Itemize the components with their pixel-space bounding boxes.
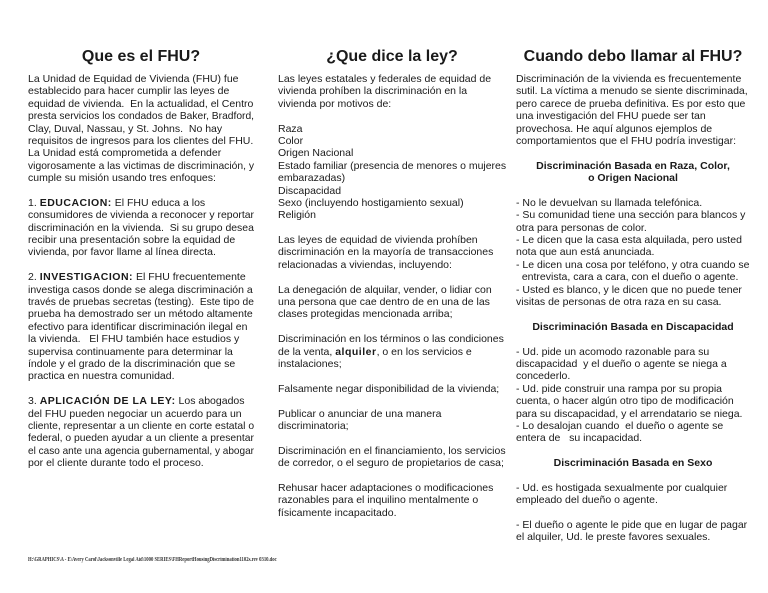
- text-line: - Usted es blanco, y le dicen que no puede tener: [516, 283, 742, 296]
- text-line: vigorosamente a las victimas de discriminación, y: [28, 159, 255, 172]
- text-line: el caso ante una agencia gubernamental, y abogar: [28, 444, 255, 457]
- text-line: para su discapacidad, y el arrendatario se niega.: [516, 407, 743, 420]
- prohibited-false-denial: [278, 383, 506, 395]
- text-line: investiga casos donde se alega discriminación a: [28, 283, 253, 296]
- file-path-footer: H:\GRAPHICS\A - E\Avery Carol\Jacksonville Legal Aid\1000 SERIES\FHReportHousingDiscrimination1102s.rev 0310.doc: [28, 557, 277, 563]
- heading-cuando-llamar: Cuando debo llamar al FHU?: [523, 48, 743, 65]
- text-line: cumple su misión usando tres enfoques:: [28, 172, 216, 185]
- text-line: Discriminación en los términos o las condiciones: [278, 333, 504, 346]
- text-line: requisitos de ingresos para los clientes del FHU.: [28, 134, 254, 147]
- text-line: razonables para el inquilino mentalmente o: [278, 494, 479, 507]
- item-educacion: [28, 197, 254, 259]
- bold-term: EDUCACION:: [39, 196, 112, 209]
- text-line: supervisa continuamente para determinar la: [28, 345, 233, 358]
- text-line: Discriminación Basada en Raza, Color,: [536, 159, 730, 172]
- text-line: federal, o pueden ayudar a un cliente a presentar: [28, 432, 254, 445]
- text-segment: de la venta,: [278, 345, 336, 358]
- text-line: pero carece de prueba definitiva. Es por esto que: [516, 97, 746, 110]
- list-discapacidad: [516, 346, 750, 445]
- text-line: recibir una presentación sobre la equidad de: [28, 234, 236, 247]
- law-intro: [278, 73, 506, 110]
- text-line: La Unidad de Equidad de Vivienda (FHU) fue: [28, 73, 239, 85]
- text-segment: 2.: [28, 271, 40, 284]
- text-line: provechosa. He aquí algunos ejemplos de: [516, 122, 713, 135]
- text-line: - Lo desalojan cuando el dueño o agente se: [516, 419, 724, 432]
- text-line: Rehusar hacer adaptaciones o modificaciones: [278, 481, 494, 494]
- text-line: - No le devuelvan su llamada telefónica.: [516, 196, 703, 209]
- text-line: vivienda, por favor llame al línea directa.: [28, 246, 216, 259]
- text-line: Discriminación Basada en Sexo: [553, 457, 713, 470]
- text-line: discriminación en la mayoría de transacciones: [278, 246, 494, 259]
- text-line: cliente, representar a un cliente en corte estatal o: [28, 419, 255, 432]
- text-line: sutil. La víctima a menudo se siente discriminada,: [516, 85, 748, 98]
- text-line: Clay, Duval, Nassau, y St. Johns. No hay: [28, 122, 223, 135]
- text-segment: El FHU frecuentemente: [133, 271, 246, 284]
- text-line: - Ud. pide construir una rampa por su propia: [516, 382, 723, 395]
- text-line: establecido para hacer cumplir las leyes de: [28, 85, 230, 98]
- text-line: Las leyes estatales y federales de equidad de: [278, 73, 492, 85]
- text-line: físicamente incapacitado.: [278, 506, 397, 519]
- text-segment: 3.: [28, 395, 40, 408]
- bold-term: INVESTIGACION:: [39, 271, 134, 284]
- prohibited-financing: [278, 445, 506, 470]
- text-line: La Unidad está comprometida a defender: [28, 147, 222, 160]
- list-sexo-1: [516, 482, 750, 507]
- text-line: practica en nuestra comunidad.: [28, 370, 175, 383]
- bold-term: APLICACIÓN DE LA LEY:: [39, 395, 176, 408]
- text-line: efectivo para identificar discriminación ilegal en: [28, 320, 248, 333]
- text-line: otra para personas de color.: [516, 221, 647, 234]
- text-line: o Origen Nacional: [588, 172, 678, 185]
- text-line: [28, 197, 254, 209]
- heading-que-dice: ¿Que dice la ley?: [326, 48, 458, 65]
- text-line: una persona que cae dentro de en una de las: [278, 296, 490, 309]
- text-line: discriminatoria;: [278, 419, 349, 432]
- text-line: cuenta, o hacer algún otro tipo de modificación: [516, 395, 734, 408]
- text-line: discriminación en la vivienda. Si su grupo desea: [28, 221, 254, 234]
- text-line: discapacidad y el dueño o agente se niega a: [516, 357, 727, 370]
- text-line: por el cliente durante todo el proceso.: [28, 457, 204, 470]
- column-que-dice-la-ley: [278, 0, 506, 593]
- text-line: el alquiler, Ud. le preste favores sexuales.: [516, 531, 711, 544]
- text-line: Origen Nacional: [278, 147, 354, 160]
- prohibited-refuse-modifications: [278, 482, 506, 519]
- text-line: visitas de personas de otra raza en su casa.: [516, 296, 722, 309]
- bold-term: alquiler: [335, 345, 377, 358]
- text-line: empleado del dueño o agente.: [516, 494, 658, 507]
- text-line: la vivienda. El FHU también hace estudios y: [28, 333, 240, 346]
- subheading-raza: [516, 160, 750, 185]
- subheading-discapacidad: [516, 321, 750, 333]
- text-line: una investigación del FHU puede ser tan: [516, 110, 706, 123]
- text-line: Publicar o anunciar de una manera: [278, 407, 442, 420]
- text-line: entera de su incapacidad.: [516, 432, 643, 445]
- text-line: índole y el grado de la discriminación que se: [28, 357, 236, 370]
- text-line: Las leyes de equidad de vivienda prohíben: [278, 234, 478, 247]
- text-line: - Le dicen una cosa por teléfono, y otra cuando se: [516, 258, 750, 271]
- list-raza: [516, 197, 750, 309]
- text-line: clases protegidas mencionada arriba;: [278, 308, 453, 321]
- subheading-sexo: [516, 457, 750, 469]
- column-que-es-el-fhu: [28, 0, 254, 593]
- when-intro: [516, 73, 750, 147]
- prohibited-terms: [278, 333, 506, 370]
- text-line: presta servicios los condados de Baker, Bradford,: [28, 110, 255, 123]
- text-line: Discriminación de la vivienda es frecuentemente: [516, 73, 742, 85]
- text-segment: Los abogados: [175, 395, 245, 408]
- text-line: - El dueño o agente le pide que en lugar de pagar: [516, 519, 748, 532]
- item-investigacion: [28, 271, 254, 383]
- transactions-intro: [278, 234, 506, 271]
- text-line: [28, 395, 254, 407]
- intro-paragraph: [28, 73, 254, 185]
- text-line: Raza: [278, 122, 303, 135]
- text-line: del FHU pueden negociar un acuerdo para un: [28, 407, 242, 420]
- text-line: Estado familiar (presencia de menores o mujeres: [278, 159, 507, 172]
- text-line: [28, 271, 254, 283]
- text-segment: El FHU educa a los: [111, 196, 206, 209]
- text-line: equidad de vivienda. En la actualidad, el Centro: [28, 97, 254, 110]
- text-line: entrevista, cara a cara, con el dueño o agente.: [516, 271, 739, 284]
- text-line: embarazadas): [278, 172, 346, 185]
- text-line: - Le dicen que la casa esta alquilada, pero usted: [516, 234, 742, 247]
- text-line: Discapacidad: [278, 184, 342, 197]
- heading-que-es: Que es el FHU?: [81, 48, 201, 65]
- text-line: Discriminación en el financiamiento, los servicios: [278, 444, 506, 457]
- text-line: comportamientos que el FHU podría investigar:: [516, 134, 737, 147]
- text-line: Religión: [278, 209, 316, 222]
- column-cuando-llamar: [516, 0, 750, 593]
- text-line: La denegación de alquilar, vender, o lidiar con: [278, 283, 492, 296]
- text-line: Color: [278, 134, 304, 147]
- text-line: instalaciones;: [278, 357, 342, 370]
- text-line: Sexo (incluyendo hostigamiento sexual): [278, 196, 464, 209]
- text-line: - Ud. pide un acomodo razonable para su: [516, 345, 710, 358]
- text-line: consumidores de vivienda a reconocer y reportar: [28, 209, 255, 222]
- text-line: [278, 346, 506, 358]
- text-line: - Su comunidad tiene una sección para blancos y: [516, 209, 746, 222]
- text-segment: , o en los servicios e: [376, 345, 472, 358]
- protected-classes-list: [278, 123, 506, 222]
- prohibited-advertising: [278, 408, 506, 433]
- list-sexo-2: [516, 519, 750, 544]
- text-line: Discriminación Basada en Discapacidad: [532, 320, 734, 333]
- text-line: relacionadas a viviendas, incluyendo:: [278, 258, 452, 271]
- text-line: - Ud. es hostigada sexualmente por cualquier: [516, 481, 728, 494]
- text-line: vivienda prohíben la discriminación en la: [278, 85, 468, 98]
- prohibited-denial: [278, 284, 506, 321]
- text-segment: 1.: [28, 196, 40, 209]
- text-line: nota que aun está anunciada.: [516, 246, 655, 259]
- text-line: concederlo.: [516, 370, 571, 383]
- text-line: través de pruebas secretas (testing). Este tipo de: [28, 296, 254, 309]
- text-line: de corredor, o el seguro de propietarios de casa;: [278, 457, 504, 470]
- item-aplicacion: [28, 395, 254, 469]
- text-line: prueba ha demostrado ser un método altamente: [28, 308, 253, 321]
- text-line: vivienda por motivos de:: [278, 97, 392, 110]
- text-line: Falsamente negar disponibilidad de la vivienda;: [278, 382, 500, 395]
